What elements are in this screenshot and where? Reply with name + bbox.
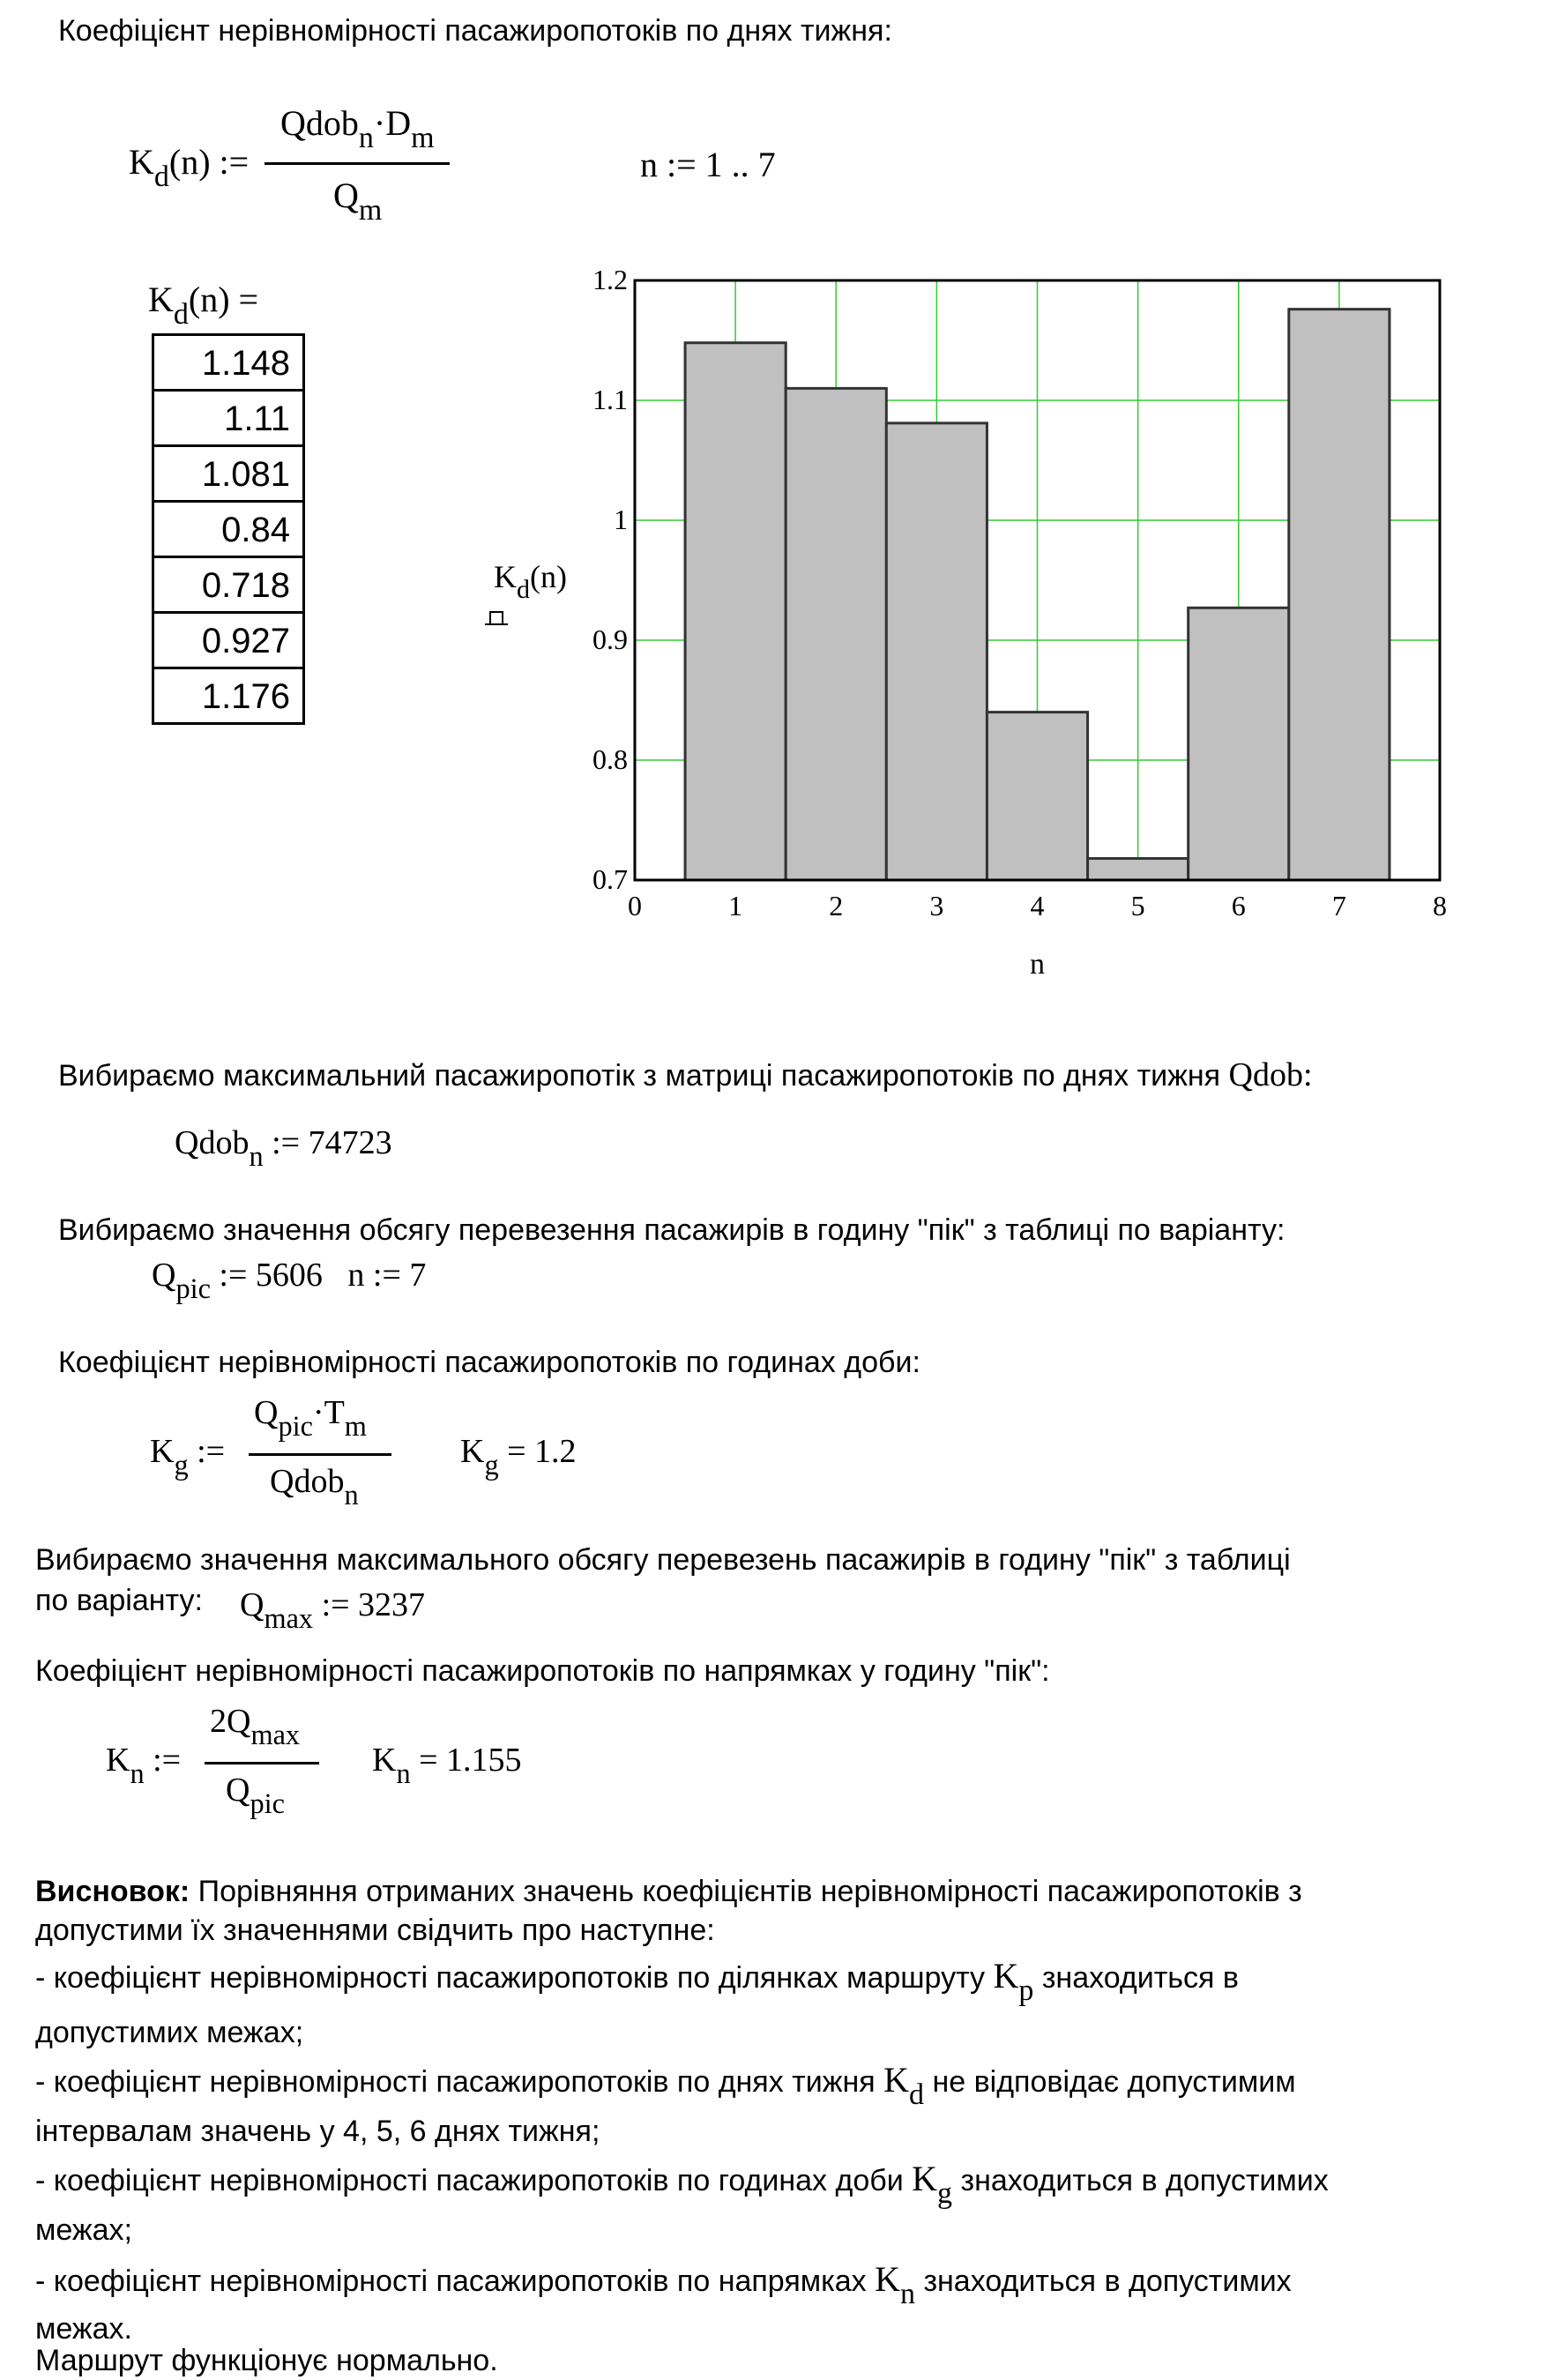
formula-kn-denominator: $Q_{pic}$ bbox=[226, 1772, 285, 1819]
chart-bar bbox=[685, 343, 786, 880]
x-tick-label: 8 bbox=[1433, 890, 1447, 921]
formula-kg-lhs: $K_g$ := bbox=[150, 1433, 226, 1481]
heading-direction: Коефіцієнт нерівномірності пасажиропотоків по напрямках у годину "пік": bbox=[35, 1654, 1050, 1688]
formula-kg-numerator: $Q_{pic}\cdot T_m$ bbox=[254, 1394, 367, 1442]
conclusion-line-2: допустими їх значеннями свідчить про наступне: bbox=[35, 1914, 715, 1947]
kg-result: $K_g = 1.2$ bbox=[460, 1433, 577, 1481]
x-tick-label: 6 bbox=[1231, 890, 1246, 921]
conclusion-bullet-4: - коефіцієнт нерівномірності пасажиропотоків по напрямках $K_n$ знаходиться в допустимих bbox=[35, 2259, 1292, 2311]
chart-bar bbox=[1088, 859, 1189, 880]
table-cell: 1.176 bbox=[154, 669, 302, 725]
chart-bar bbox=[1189, 608, 1289, 880]
qpic-definition: $Q_{pic}$ := 5606 n := 7 bbox=[152, 1257, 427, 1304]
series-marker-icon bbox=[485, 612, 508, 624]
chart-bar bbox=[1289, 310, 1390, 880]
y-axis-label: $K_d(n)$ bbox=[494, 559, 567, 604]
fraction-bar bbox=[249, 1453, 391, 1456]
kd-bar-chart bbox=[458, 256, 1481, 1005]
formula-kn-lhs: $K_n$ := bbox=[106, 1742, 182, 1789]
select-peak-line: Вибираємо значення обсягу перевезення пасажирів в годину "пік" з таблиці по варіанту: bbox=[58, 1213, 1286, 1247]
formula-kn-fraction bbox=[205, 1702, 319, 1825]
conclusion-label: Висновок: bbox=[35, 1875, 190, 1908]
formula-kd-fraction bbox=[265, 99, 450, 231]
table-cell: 1.081 bbox=[154, 447, 302, 503]
chart-bar bbox=[987, 713, 1087, 880]
x-tick-label: 5 bbox=[1130, 890, 1145, 921]
y-tick-label: 0.7 bbox=[592, 863, 628, 895]
table-cell: 1.11 bbox=[154, 392, 302, 447]
formula-kd-lhs: $K_d(n)$ := bbox=[129, 142, 250, 194]
conclusion-bullet-2: - коефіцієнт нерівномірності пасажиропотоків по днях тижня $K_d$ не відповідає допустимим bbox=[35, 2060, 1296, 2112]
heading-days: Коефіцієнт нерівномірності пасажиропотоків по днях тижня: bbox=[58, 14, 892, 48]
heading-hours: Коефіцієнт нерівномірності пасажиропотоків по годинах доби: bbox=[58, 1346, 920, 1379]
x-tick-label: 1 bbox=[728, 890, 743, 921]
table-cell: 0.927 bbox=[154, 614, 302, 669]
y-tick-label: 1.1 bbox=[592, 384, 628, 415]
table-cell: 1.148 bbox=[154, 336, 302, 392]
x-tick-label: 4 bbox=[1030, 890, 1045, 921]
formula-kg-denominator: Qdob$_n$ bbox=[270, 1463, 359, 1511]
x-axis-label: n bbox=[1030, 948, 1045, 981]
conclusion-bullet-4-cont: межах. bbox=[35, 2312, 133, 2346]
kd-result-table bbox=[152, 333, 305, 725]
formula-kd-denominator: $Q_m$ bbox=[333, 175, 383, 228]
chart-bar bbox=[786, 388, 886, 880]
qdob-definition: Qdob$_n$ := 74723 bbox=[175, 1124, 392, 1172]
conclusion-bullet-2-cont: інтервалам значень у 4, 5, 6 днях тижня; bbox=[35, 2115, 600, 2148]
x-tick-label: 3 bbox=[929, 890, 944, 921]
conclusion-bullet-1: - коефіцієнт нерівномірності пасажиропотоків по ділянках маршруту $K_p$ знаходиться в bbox=[35, 1956, 1239, 2008]
range-def: n := 1 .. 7 bbox=[640, 145, 776, 184]
fraction-bar bbox=[205, 1762, 319, 1764]
conclusion-bullet-3-cont: межах; bbox=[35, 2213, 133, 2247]
conclusion-line-1: Висновок: Порівняння отриманих значень коефіцієнтів нерівномірності пасажиропотоків з bbox=[35, 1875, 1302, 1908]
formula-kn-numerator: $2Q_{max}$ bbox=[210, 1703, 301, 1750]
select-max-line: Вибираємо максимальний пасажиропотік з матриці пасажиропотоків по днях тижня Qdob: bbox=[58, 1056, 1313, 1093]
x-tick-label: 7 bbox=[1331, 890, 1346, 921]
conclusion-final: Маршрут функціонує нормально. bbox=[35, 2344, 498, 2377]
y-tick-label: 0.8 bbox=[592, 743, 628, 775]
table-cell: 0.84 bbox=[154, 503, 302, 558]
select-qmax-line-1: Вибираємо значення максимального обсягу перевезень пасажирів в годину "пік" з таблиці bbox=[35, 1543, 1291, 1577]
kd-table-label: $K_d(n)$ = bbox=[148, 280, 259, 332]
table-cell: 0.718 bbox=[154, 558, 302, 614]
y-tick-label: 1 bbox=[614, 504, 628, 535]
x-tick-label: 2 bbox=[829, 890, 844, 921]
y-tick-label: 0.9 bbox=[592, 623, 628, 655]
y-tick-label: 1.2 bbox=[592, 264, 628, 295]
kn-result: $K_n = 1.155$ bbox=[372, 1742, 522, 1789]
formula-kd-numerator: $Qdob_n\cdot D_m$ bbox=[280, 103, 435, 155]
select-qmax-line-2: по варіанту: bbox=[35, 1584, 203, 1617]
conclusion-bullet-3: - коефіцієнт нерівномірності пасажиропотоків по годинах доби $K_g$ знаходиться в допустимих bbox=[35, 2159, 1329, 2211]
qmax-definition: $Q_{max}$ := 3237 bbox=[240, 1586, 426, 1634]
conclusion-bullet-1-cont: допустимих межах; bbox=[35, 2016, 304, 2049]
fraction-bar bbox=[265, 162, 450, 165]
x-tick-label: 0 bbox=[628, 890, 642, 921]
formula-kg-fraction bbox=[249, 1393, 391, 1517]
chart-bar bbox=[886, 423, 987, 880]
